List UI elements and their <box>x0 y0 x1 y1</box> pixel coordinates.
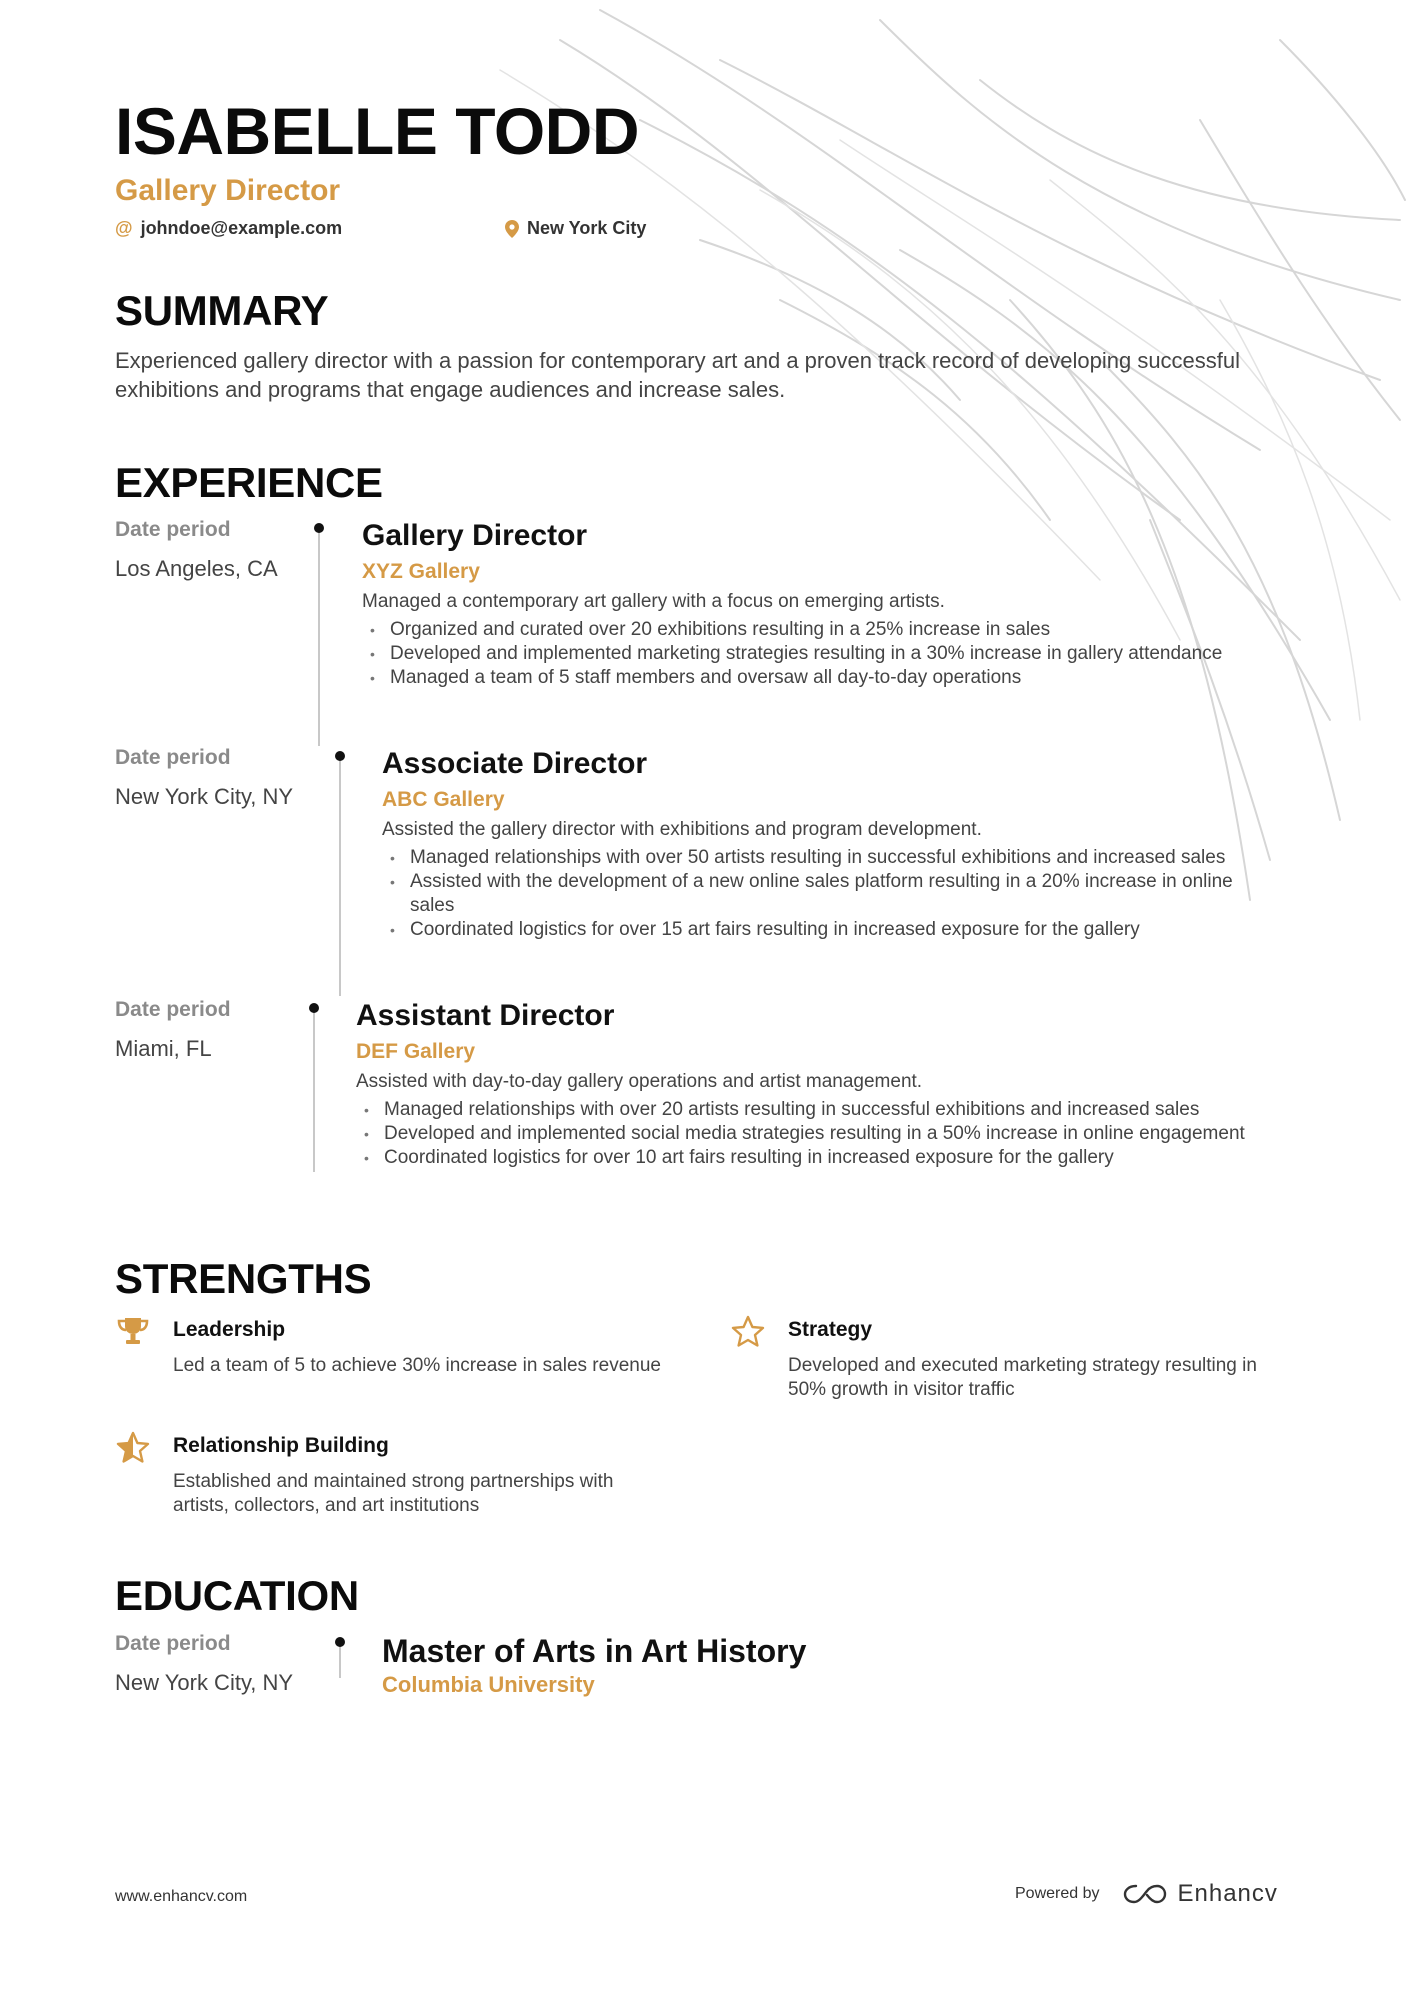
achievement-item: • Assisted with the development of a new online sales platform resulting in a 20% increase in online sales <box>382 870 1280 918</box>
star-outline-icon <box>730 1314 766 1350</box>
experience-date: Date period <box>115 746 231 769</box>
company-name: ABC Gallery <box>382 788 505 811</box>
timeline-dot <box>335 1637 345 1647</box>
achievement-item: • Developed and implemented marketing strategies resulting in a 30% increase in gallery attendance <box>362 642 1260 666</box>
experience-date: Date period <box>115 518 231 541</box>
contact-email[interactable] <box>115 218 342 239</box>
timeline-line <box>339 1642 341 1678</box>
map-pin-icon <box>505 220 519 238</box>
job-title: Gallery Director <box>362 519 588 552</box>
timeline-dot <box>314 523 324 533</box>
experience-location: Los Angeles, CA <box>115 556 278 581</box>
timeline-dot <box>309 1003 319 1013</box>
trophy-icon <box>115 1314 151 1350</box>
education-heading: EDUCATION <box>115 1572 359 1619</box>
achievement-item: • Coordinated logistics for over 15 art fairs resulting in increased exposure for the gallery <box>382 918 1280 942</box>
degree-title: Master of Arts in Art History <box>382 1633 807 1669</box>
star-half-icon <box>115 1430 151 1466</box>
email-text: johndoe@example.com <box>140 218 343 238</box>
candidate-name: ISABELLE TODD <box>115 94 639 168</box>
timeline-dot <box>335 751 345 761</box>
education-details <box>382 1632 1282 1698</box>
summary-text: Experienced gallery director with a passion for contemporary art and a proven track record of developing successful exhibitions and programs that engage audiences and increase sales. <box>115 348 1241 402</box>
achievement-item: • Organized and curated over 20 exhibitions resulting in a 25% increase in sales <box>362 618 1260 642</box>
timeline-line <box>313 1008 315 1172</box>
achievement-item: • Managed relationships with over 50 artists resulting in successful exhibitions and increased sales <box>382 846 1280 870</box>
education-date: Date period <box>115 1632 231 1655</box>
job-description: Assisted the gallery director with exhibitions and program development. <box>382 819 982 840</box>
timeline-line <box>318 528 320 746</box>
achievement-list <box>356 1098 1256 1170</box>
achievement-item: • Coordinated logistics for over 10 art fairs resulting in increased exposure for the gallery <box>356 1146 1254 1170</box>
location-text: New York City <box>527 218 647 238</box>
enhancv-logo-icon <box>1122 1882 1168 1906</box>
experience-date: Date period <box>115 998 231 1021</box>
experience-details <box>362 518 1262 690</box>
job-title: Associate Director <box>382 747 648 780</box>
footer-branding <box>1015 1880 1278 1908</box>
footer-website-link[interactable]: www.enhancv.com <box>115 1888 248 1905</box>
experience-details <box>356 998 1256 1170</box>
education-location: New York City, NY <box>115 1670 294 1695</box>
achievement-list <box>362 618 1262 690</box>
experience-details <box>382 746 1282 942</box>
candidate-role: Gallery Director <box>115 174 341 207</box>
brand-logo[interactable] <box>1122 1880 1278 1908</box>
job-description: Managed a contemporary art gallery with a focus on emerging artists. <box>362 591 945 612</box>
strengths-heading: STRENGTHS <box>115 1255 372 1302</box>
experience-location: Miami, FL <box>115 1036 212 1061</box>
job-description: Assisted with day-to-day gallery operations and artist management. <box>356 1071 923 1092</box>
achievement-item: • Managed relationships with over 20 artists resulting in successful exhibitions and increased sales <box>356 1098 1254 1122</box>
summary-heading: SUMMARY <box>115 287 329 334</box>
company-name: XYZ Gallery <box>362 560 480 583</box>
achievement-item: • Developed and implemented social media strategies resulting in a 50% increase in online engagement <box>356 1122 1254 1146</box>
brand-name: Enhancv <box>1177 1880 1278 1907</box>
achievement-item: • Managed a team of 5 staff members and oversaw all day-to-day operations <box>362 666 1260 690</box>
experience-heading: EXPERIENCE <box>115 459 383 506</box>
achievement-list <box>382 846 1282 942</box>
company-name: DEF Gallery <box>356 1040 476 1063</box>
contact-location <box>505 218 646 239</box>
powered-by-label: Powered by <box>1015 1885 1100 1902</box>
at-icon: @ <box>115 218 133 238</box>
strength-description: Established and maintained strong partnerships with artists, collectors, and art institutions <box>173 1471 614 1516</box>
strength-title: Leadership <box>173 1318 286 1341</box>
job-title: Assistant Director <box>356 999 615 1032</box>
school-name: Columbia University <box>382 1672 595 1697</box>
timeline-line <box>339 756 341 996</box>
strength-title: Strategy <box>788 1318 873 1341</box>
strength-title: Relationship Building <box>173 1434 389 1457</box>
strength-description: Developed and executed marketing strategy resulting in 50% growth in visitor traffic <box>788 1355 1257 1400</box>
experience-location: New York City, NY <box>115 784 294 809</box>
strength-description: Led a team of 5 to achieve 30% increase in sales revenue <box>173 1355 661 1376</box>
